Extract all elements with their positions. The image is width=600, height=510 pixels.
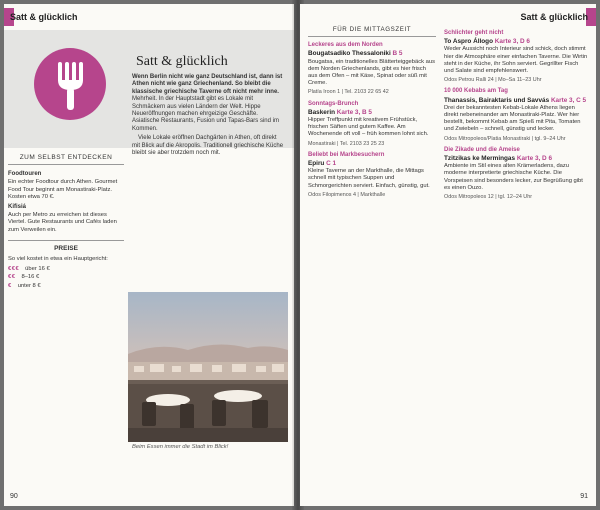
- entry-name-text: Epiru: [308, 160, 325, 168]
- entry-name: [444, 38, 588, 45]
- running-head-right: Satt & glücklich: [520, 12, 588, 22]
- prices-note: So viel kostet in etwa ein Hauptgericht:: [8, 256, 108, 263]
- photo-caption: Beim Essen immer die Stadt im Blick!: [132, 444, 229, 450]
- entry-name-text: Tzitzikas ke Mermingas: [444, 155, 516, 163]
- rooftop-terrace-photo: [128, 292, 288, 442]
- fork-icon: [34, 48, 106, 120]
- entry-address: Monastiraki | Tel. 2103 23 25 23: [308, 140, 385, 147]
- entry-name-text: To Aspro Állogo: [444, 38, 493, 46]
- entry-text: Weder Aussicht noch Interieur sind schick, doch stimmt hier die Atmosphäre einer einfachen Taverne. Die Wirtin steht in der Küche, ihr Sohn serviert. Gegrillter Fisch und Salate sind empfehlenswert.: [444, 46, 588, 75]
- price-label: unter 8 €: [17, 282, 41, 289]
- kifisia-text: Auch per Metro zu erreichen ist dieses Viertel. Gute Restaurants und Cafés laden zum Verweilen ein.: [8, 212, 117, 233]
- page-number-left: 90: [10, 493, 18, 500]
- lunch-box-title: FÜR DIE MITTAGSZEIT: [308, 26, 436, 37]
- column-restaurants: [444, 26, 588, 205]
- entry-kicker: Leckeres aus dem Norden: [308, 42, 383, 49]
- intro-text-2: Viele Lokale eröffnen Dachgärten in Athen, oft direkt mit Blick auf die Akropolis. Traditionell griechische Küche bleibt sie aber trotzdem noch mit.: [132, 135, 284, 157]
- kifisia-title: Kifisiá: [8, 204, 27, 211]
- entry-name: [308, 109, 436, 116]
- map-pin-ref: Karte 3, D 6: [516, 155, 552, 163]
- entry-name: [308, 160, 436, 167]
- entry-kicker: Beliebt bei Markbesuchern: [308, 151, 385, 158]
- intro-text-1: Mehrheit. In der Hauptstadt gibt es Lokale mit Schmäckern aus vielen Ländern der Welt. Hippe Neueröffnungen machen ehrgeizige Geschäfte. Asiatische Restaurants, Fusion und Tapas-Bars sind im Kommen.: [132, 96, 279, 132]
- chapter-title: Satt & glücklich: [136, 54, 228, 69]
- price-row-low: [8, 283, 124, 290]
- price-symbol: €€: [8, 274, 16, 281]
- foodtouren-title: Foodtouren: [8, 171, 42, 178]
- entry-name-text: Baskerin: [308, 108, 335, 116]
- column-lunch: [308, 26, 436, 203]
- entry-name: [308, 50, 436, 57]
- intro-text: [132, 74, 284, 159]
- entry-name: [444, 97, 588, 104]
- entry-text: Bougatsa, ein traditionelles Blätterteiggebäck aus dem Norden Griechenlands, gibt es hier frisch aus dem Ofen – mit Käse, Spinat oder süß mit Creme.: [308, 58, 435, 87]
- entry-address: Odos Filopimenos 4 | Markthalle: [308, 191, 386, 198]
- price-label: 8–16 €: [21, 274, 40, 281]
- entry-kicker: Schlichter geht nicht: [444, 30, 504, 36]
- discovery-sidebar: [8, 154, 124, 291]
- map-pin-ref: Karte 3, B 5: [336, 108, 372, 116]
- intro-bold: Wenn Berlin nicht wie ganz Deutschland ist, dann ist Athen nicht wie ganz Griechenland. So bleibt die klassische griechische Taverne oft nicht mehr inne.: [132, 74, 283, 95]
- price-label: über 16 €: [25, 266, 50, 273]
- entry-kicker: Sonntags-Brunch: [308, 100, 359, 107]
- right-page: [300, 4, 596, 506]
- price-symbol: €: [8, 282, 12, 289]
- map-pin-ref: Karte 3, C 5: [550, 96, 587, 104]
- entry-text: Hipper Treffpunkt mit kreativem Frühstück, frischen Säften und gutem Kaffee. Am Wochenende oft voll – früh kommen lohnt sich.: [308, 117, 429, 138]
- entry-address: Odos Mitropoleos/Platia Monastiraki | tgl. 9–24 Uhr: [444, 135, 566, 142]
- foodtouren-text: Ein echter Foodtour durch Athen. Gourmet Food Tour beginnt am Monastiraki-Platz. Kosten etwa 70 €.: [8, 179, 118, 200]
- entry-address: Platía Iroon 1 | Tel. 2103 22 65 42: [308, 89, 389, 96]
- page-number-right: 91: [580, 493, 588, 500]
- entry-address: Odos Mitropoleos 12 | tgl. 12–24 Uhr: [444, 194, 532, 201]
- map-pin-ref: Karte 3, D 6: [494, 38, 530, 46]
- sidebar-title: ZUM SELBST ENTDECKEN: [8, 154, 124, 165]
- prices-title: PREISE: [8, 240, 124, 252]
- entry-name: [444, 155, 588, 162]
- running-head-left: Satt & glücklich: [10, 12, 78, 22]
- map-pin-ref: B 5: [392, 50, 403, 58]
- entry-kicker: Die Zikade und die Ameise: [444, 146, 520, 153]
- price-symbol: €€€: [8, 266, 20, 273]
- entry-kicker: 10 000 Kebabs am Tag: [444, 88, 508, 95]
- entry-address: Odos Petrou Ralli 24 | Mo–Sa 11–23 Uhr: [444, 77, 542, 84]
- entry-text: Kleine Taverne an der Markthalle, die Mittags schnell mit typischen Suppen und Schmorgerichten serviert. Einfach, günstig, gut.: [308, 168, 430, 189]
- map-pin-ref: C 1: [326, 160, 337, 168]
- entry-name-text: Thanassis, Bairaktaris und Savvás: [444, 96, 550, 104]
- price-row-high: [8, 266, 124, 273]
- entry-text: Ambiente im Stil eines alten Krämerladens, dazu moderne interpretierte griechische Küche. Die Vorspeisen sind besonders lecker, zur Begrüßung gibt es einen Ouzo.: [444, 163, 583, 191]
- entry-name-text: Bougatsadiko Thessaloniki: [308, 50, 391, 58]
- price-row-mid: [8, 274, 124, 281]
- entry-text: Drei der bekanntesten Kebab-Lokale Athens liegen direkt nebeneinander am Monastiraki-Platz. Wer hier bestellt, bekommt Kebab am Spieß mit Pita, Tomaten und Zwiebeln – schnell, günstig und lecker.: [444, 104, 581, 133]
- left-page: [4, 4, 294, 506]
